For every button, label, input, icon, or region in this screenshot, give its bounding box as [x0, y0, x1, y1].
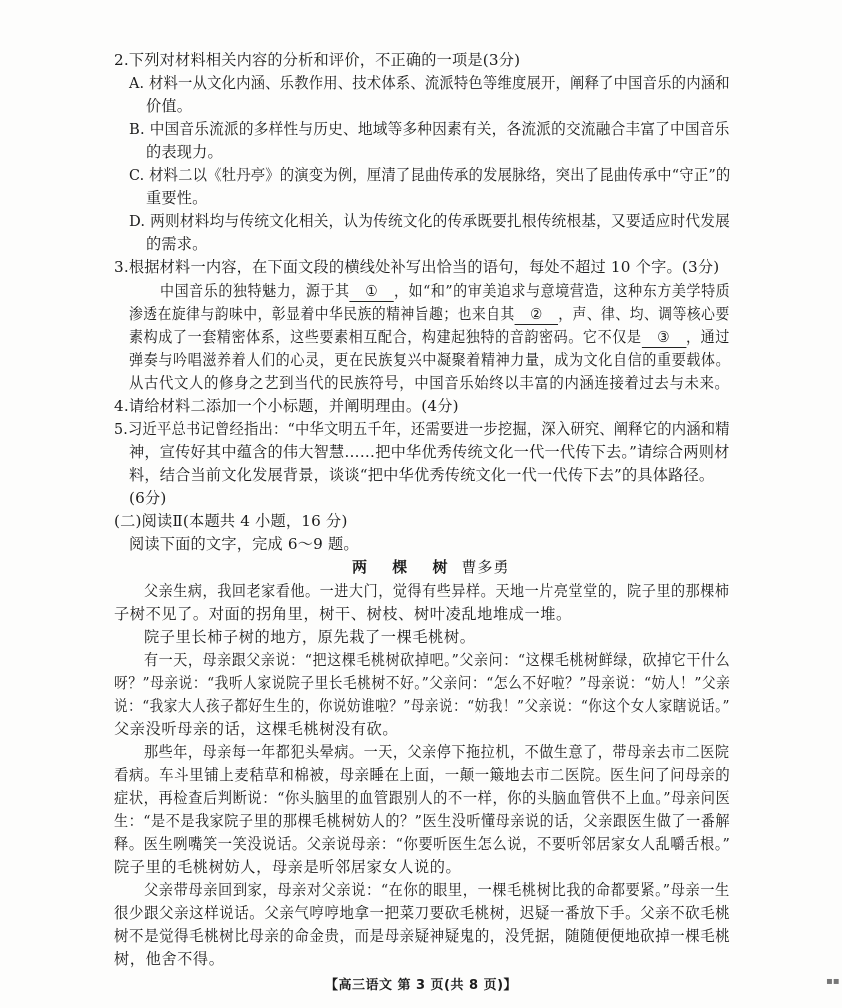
page-footer: 【高三语文 第 3 页(共 8 页)】	[324, 978, 518, 993]
article-title	[352, 557, 509, 577]
question-2-stem: 2.下列对材料相关内容的分析和评价，不正确的一项是(3分)	[114, 51, 521, 69]
blank-2: ②	[515, 304, 558, 325]
q3-passage-line-2: 渗透在旋律与韵味中，彰显着中华民族的精神旨趣；也来自其 ② ，声、律、均、调等核心要	[129, 305, 730, 323]
article-line: 子树不见了。对面的拐角里，树干、树枝、树叶凌乱地堆成一堆。	[114, 605, 572, 623]
question-5-line-1: 5.习近平总书记曾经指出：“中华文明五千年，还需要进一步挖掘，深入研究、阐释它的内涵和精	[114, 420, 730, 438]
article-author: 曹多勇	[461, 558, 510, 576]
option-a-line-2: 价值。	[146, 97, 193, 115]
q3-passage-line-3: 素构成了一套精密体系，这些要素相互配合，构建起独特的音韵密码。它不仅是 ③ ，通过	[129, 328, 730, 346]
q3-passage-line-4: 弹奏与吟唱滋养着人们的心灵，更在民族复兴中凝聚着精神力量，成为文化自信的重要载体。	[129, 351, 731, 369]
corner-mark: ▪▪	[826, 976, 840, 987]
blank-3: ③	[642, 327, 687, 348]
question-3-stem: 3.根据材料一内容，在下面文段的横线处补写出恰当的语句，每处不超过 10 个字。(3分)	[114, 258, 720, 276]
article-line: 院子里长柿子树的地方，原先栽了一棵毛桃树。	[144, 628, 476, 646]
option-b-line-2: 的表现力。	[146, 143, 223, 161]
option-d-line-2: 的需求。	[146, 235, 208, 253]
q3-passage-line-5: 从古代文人的修身之艺到当代的民族符号，中国音乐始终以丰富的内涵连接着过去与未来。	[129, 374, 730, 392]
q3-passage-line-1: 中国音乐的独特魅力，源于其 ① ，如“和”的审美追求与意境营造，这种东方美学特质	[160, 282, 731, 300]
article-line: 呀？”母亲说：“我听人家说院子里长毛桃树不好。”父亲问：“怎么不好啦？”母亲说：“妨人！”父亲	[114, 674, 731, 692]
article-line: 院子里的毛桃树妨人，母亲是听邻居家女人说的。	[114, 858, 462, 876]
option-d-line-1: D. 两则材料均与传统文化相关，认为传统文化的传承既要扎根传统根基，又要适应时代发展	[129, 212, 730, 230]
article-line: 那些年，母亲每一年都犯头晕病。一天，父亲停下拖拉机，不做生意了，带母亲去市二医院	[144, 743, 730, 761]
option-a-line-1: A. 材料一从文化内涵、乐教作用、技术体系、流派特色等维度展开，阐释了中国音乐的内涵和	[129, 74, 730, 92]
article-title-text: 两 棵 树	[352, 558, 458, 576]
article-line: 父亲生病，我回老家看他。一进大门，觉得有些异样。天地一片亮堂堂的，院子里的那棵柿	[144, 582, 730, 600]
question-5-line-2: 神，宣传好其中蕴含的伟大智慧……把中华优秀传统文化一代一代传下去。”请综合两则材	[129, 443, 730, 461]
article-line: 生：“是不是我家院子里的那棵毛桃树妨人的？”医生没听懂母亲说的话，父亲跟医生做了一番解	[114, 812, 731, 830]
question-5-line-4: (6分)	[129, 489, 167, 507]
option-c-line-2: 重要性。	[146, 189, 208, 207]
option-b-line-1: B. 中国音乐流派的多样性与历史、地域等多种因素有关，各流派的交流融合丰富了中国音乐	[129, 120, 730, 138]
article-line: 有一天，母亲跟父亲说：“把这棵毛桃树砍掉吧。”父亲问：“这棵毛桃树鲜绿，砍掉它干什么	[144, 651, 731, 669]
section-2-heading: (二)阅读Ⅱ(本题共 4 小题，16 分)	[114, 512, 348, 530]
option-c-line-1: C. 材料二以《牡丹亭》的演变为例，厘清了昆曲传承的发展脉络，突出了昆曲传承中“守正”的	[129, 166, 731, 184]
article-line: 释。医生咧嘴笑一笑没说话。父亲说母亲：“你要听医生怎么说，不要听邻居家女人乱嚼舌根。”	[114, 835, 731, 853]
article-line: 树，他舍不得。	[114, 950, 225, 968]
question-5-line-3: 料，结合当前文化发展背景，谈谈“把中华优秀传统文化一代一代传下去”的具体路径。	[129, 466, 715, 484]
article-line: 父亲带母亲回到家，母亲对父亲说：“在你的眼里，一棵毛桃树比我的命都要紧。”母亲一生	[144, 881, 730, 899]
article-line: 症状，再检查后判断说：“你头脑里的血管跟别人的不一样，你的头脑血管供不上血。”母亲问医	[114, 789, 731, 807]
question-4-stem: 4.请给材料二添加一个小标题，并阐明理由。(4分)	[114, 397, 459, 415]
article-line: 说：“我家大人孩子都好生生的，你说妨谁啦？”母亲说：“妨我！”父亲说：“你这个女人家瞎说话。”	[114, 697, 730, 715]
article-line: 树不是觉得毛桃树比母亲的命金贵，而是母亲疑神疑鬼的，没凭据，随随便便地砍掉一棵毛桃	[114, 927, 731, 945]
section-2-instruction: 阅读下面的文字，完成 6～9 题。	[129, 535, 359, 553]
article-line: 很少跟父亲这样说话。父亲气哼哼地拿一把菜刀要砍毛桃树，迟疑一番放下手。父亲不砍毛桃	[114, 904, 731, 922]
article-line: 看病。车斗里铺上麦秸草和棉被，母亲睡在上面，一颠一簸地去市二医院。医生问了问母亲的	[114, 766, 731, 784]
blank-1: ①	[350, 281, 394, 302]
article-line: 父亲没听母亲的话，这棵毛桃树没有砍。	[114, 720, 399, 738]
